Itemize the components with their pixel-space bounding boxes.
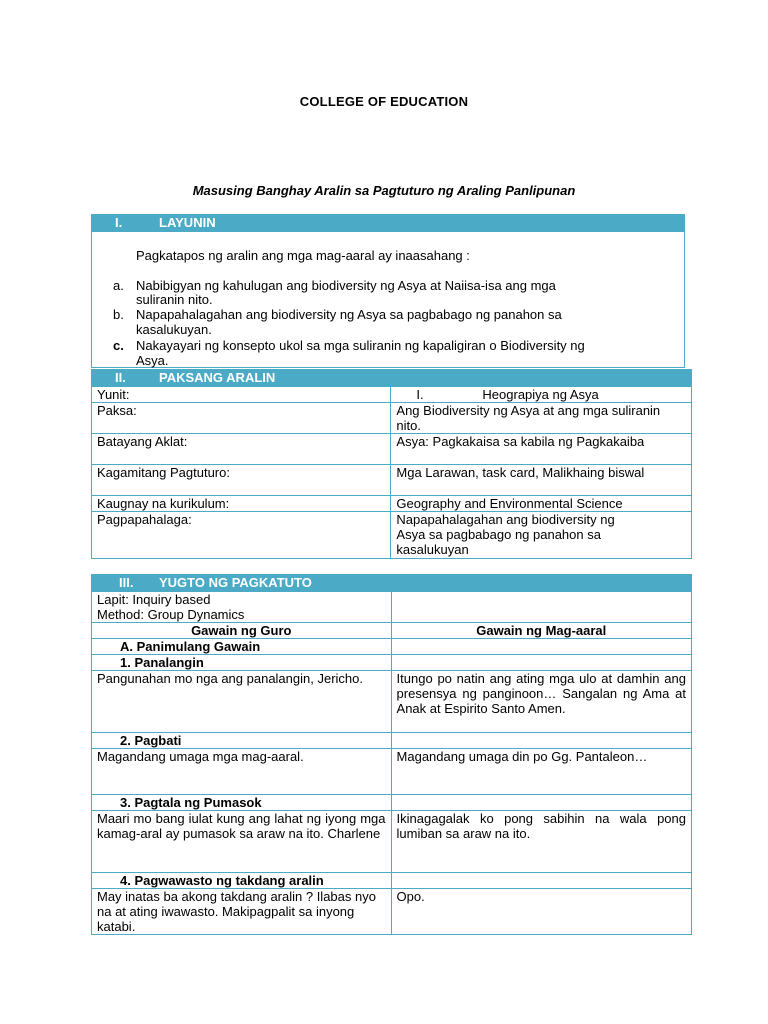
empty-cell bbox=[391, 655, 691, 671]
document-title: Masusing Banghay Aralin sa Pagtuturo ng Araling Panlipunan bbox=[192, 183, 576, 198]
guro-text: Magandang umaga mga mag-aaral. bbox=[92, 749, 392, 795]
layunin-num: I. bbox=[115, 215, 123, 230]
yunit-value bbox=[391, 387, 692, 403]
guro-text: May inatas ba akong takdang aralin ? Ilabas nyo na at ating iwawasto. Makipagpalit sa inyong katabi. bbox=[92, 889, 392, 935]
layunin-box bbox=[91, 231, 685, 368]
magaaral-text: Opo. bbox=[391, 889, 691, 935]
table-row bbox=[92, 592, 692, 623]
section-heading: 2. Pagbati bbox=[92, 733, 392, 749]
table-row bbox=[92, 434, 692, 465]
table-row bbox=[92, 873, 692, 889]
table-row bbox=[92, 795, 692, 811]
table-row bbox=[92, 639, 692, 655]
yunit-num: I. bbox=[416, 387, 424, 402]
item-text: Napapahalagahan ang biodiversity ng Asya sa pagbabago ng panahon sa bbox=[136, 307, 562, 322]
section-heading: 4. Pagwawasto ng takdang aralin bbox=[92, 873, 392, 889]
item-letter: b. bbox=[113, 307, 124, 322]
item-text-cont: Asya. bbox=[136, 353, 169, 368]
table-row bbox=[92, 387, 692, 403]
table-row bbox=[92, 655, 692, 671]
item-text-cont: kasalukuyan. bbox=[136, 322, 212, 337]
pagpapahalaga-value: Napapahalagahan ang biodiversity ng Asya sa pagbabago ng panahon sa kasalukuyan bbox=[391, 512, 692, 559]
col-header-guro: Gawain ng Guro bbox=[92, 623, 392, 639]
section-heading: 3. Pagtala ng Pumasok bbox=[92, 795, 392, 811]
college-heading: COLLEGE OF EDUCATION bbox=[299, 94, 469, 109]
paksa-title: PAKSANG ARALIN bbox=[159, 370, 276, 385]
table-row bbox=[92, 671, 692, 733]
paksa-label: Paksa: bbox=[92, 403, 391, 434]
guro-text: Pangunahan mo nga ang panalangin, Jericho. bbox=[92, 671, 392, 733]
table-row bbox=[92, 512, 692, 559]
empty-cell bbox=[391, 639, 691, 655]
layunin-header bbox=[91, 214, 685, 231]
table-row bbox=[92, 749, 692, 795]
paksa-header bbox=[91, 369, 692, 386]
item-text: Nabibigyan ng kahulugan ang biodiversity ng Asya at Naiisa-isa ang mga bbox=[136, 278, 556, 293]
col-header-magaaral: Gawain ng Mag-aaral bbox=[391, 623, 691, 639]
item-letter: c. bbox=[113, 338, 124, 353]
table-row bbox=[92, 496, 692, 512]
lapit-text: Lapit: Inquiry based bbox=[97, 592, 211, 607]
paksa-value: Ang Biodiversity ng Asya at ang mga suliranin nito. bbox=[391, 403, 692, 434]
kagamitan-label: Kagamitang Pagtuturo: bbox=[92, 465, 391, 496]
paksa-table bbox=[91, 386, 692, 559]
table-row bbox=[92, 403, 692, 434]
table-row bbox=[92, 889, 692, 935]
method-text: Method: Group Dynamics bbox=[97, 607, 245, 622]
layunin-intro: Pagkatapos ng aralin ang mga mag-aaral ay inaasahang : bbox=[136, 248, 470, 263]
table-row bbox=[92, 811, 692, 873]
yugto-table bbox=[91, 591, 692, 935]
magaaral-text: Itungo po natin ang ating mga ulo at damhin ang presensya ng panginoon… Sangalan ng Ama at Anak at Espirito Santo Amen. bbox=[391, 671, 691, 733]
guro-text: Maari mo bang iulat kung ang lahat ng iyong mga kamag-aral ay pumasok sa araw na ito. Charlene bbox=[92, 811, 392, 873]
yunit-text: Heograpiya ng Asya bbox=[482, 387, 599, 402]
table-row bbox=[92, 733, 692, 749]
empty-cell bbox=[391, 592, 691, 623]
kagamitan-value: Mga Larawan, task card, Malikhaing biswal bbox=[391, 465, 692, 496]
item-text-cont: suliranin nito. bbox=[136, 292, 213, 307]
yugto-header bbox=[91, 574, 692, 591]
table-row bbox=[92, 465, 692, 496]
batayang-value: Asya: Pagkakaisa sa kabila ng Pagkakaiba bbox=[391, 434, 692, 465]
kaugnay-label: Kaugnay na kurikulum: bbox=[92, 496, 391, 512]
yugto-num: III. bbox=[119, 575, 134, 590]
yunit-label: Yunit: bbox=[92, 387, 391, 403]
approach-cell bbox=[92, 592, 392, 623]
paksa-num: II. bbox=[115, 370, 126, 385]
layunin-title: LAYUNIN bbox=[159, 215, 216, 230]
batayang-label: Batayang Aklat: bbox=[92, 434, 391, 465]
magaaral-text: Magandang umaga din po Gg. Pantaleon… bbox=[391, 749, 691, 795]
panimula-heading: A. Panimulang Gawain bbox=[92, 639, 392, 655]
empty-cell bbox=[391, 873, 691, 889]
kaugnay-value: Geography and Environmental Science bbox=[391, 496, 692, 512]
empty-cell bbox=[391, 733, 691, 749]
magaaral-text: Ikinagagalak ko pong sabihin na wala pong lumiban sa araw na ito. bbox=[391, 811, 691, 873]
section-heading: 1. Panalangin bbox=[92, 655, 392, 671]
empty-cell bbox=[391, 795, 691, 811]
item-letter: a. bbox=[113, 278, 124, 293]
table-row bbox=[92, 623, 692, 639]
yugto-title: YUGTO NG PAGKATUTO bbox=[159, 575, 312, 590]
item-text: Nakayayari ng konsepto ukol sa mga suliranin ng kapaligiran o Biodiversity ng bbox=[136, 338, 585, 353]
pagpapahalaga-label: Pagpapahalaga: bbox=[92, 512, 391, 559]
